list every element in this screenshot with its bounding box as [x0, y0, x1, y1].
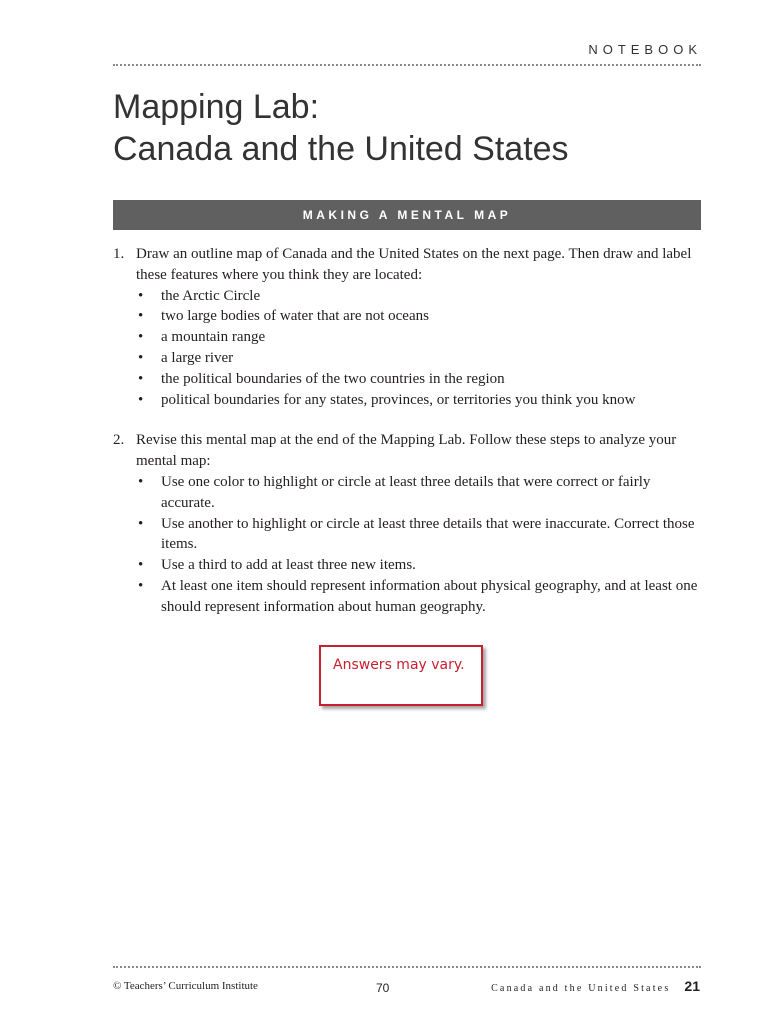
bullet-item: • a large river — [136, 348, 703, 369]
bullet-item: • a mountain range — [136, 327, 703, 348]
instructions-list — [113, 244, 703, 618]
instruction-number: 1. — [113, 246, 125, 262]
bullet-item: • Use a third to add at least three new items. — [136, 555, 703, 576]
instruction-item-2 — [113, 430, 703, 617]
answer-text: Answers may vary. — [333, 657, 465, 673]
center-page-number: 70 — [376, 981, 390, 995]
notebook-label: NOTEBOOK — [588, 42, 702, 57]
bullet-item: • At least one item should represent information about physical geography, and at least one should represent information about human geography. — [136, 576, 703, 618]
bullet-item: • two large bodies of water that are not oceans — [136, 306, 703, 327]
bullet-item: • Use one color to highlight or circle at least three details that were correct or fairly accurate. — [136, 472, 703, 514]
header-rule — [113, 64, 701, 66]
revision-bullet-list — [136, 472, 703, 618]
answer-box — [319, 645, 483, 706]
bullet-item: • the political boundaries of the two countries in the region — [136, 369, 703, 390]
instruction-item-1 — [113, 244, 703, 410]
copyright-text: © Teachers’ Curriculum Institute — [113, 980, 258, 992]
page-title — [113, 86, 569, 170]
footer-rule — [113, 966, 701, 968]
title-line-1: Mapping Lab: — [113, 88, 320, 126]
bullet-item: • political boundaries for any states, provinces, or territories you think you know — [136, 390, 703, 411]
section-heading-bar: MAKING A MENTAL MAP — [113, 200, 701, 230]
bullet-item: • Use another to highlight or circle at least three details that were inaccurate. Correct those items. — [136, 514, 703, 556]
feature-bullet-list — [136, 286, 703, 411]
bullet-item: • the Arctic Circle — [136, 286, 703, 307]
page-number: 21 — [684, 978, 700, 994]
book-title: Canada and the United States — [491, 983, 671, 994]
footer-book-info — [491, 978, 700, 996]
instruction-text: Draw an outline map of Canada and the United States on the next page. Then draw and label these features where you think they are located: — [136, 246, 692, 283]
instruction-text: Revise this mental map at the end of the Mapping Lab. Follow these steps to analyze your mental map: — [136, 432, 677, 470]
instruction-number: 2. — [113, 432, 125, 449]
title-line-2: Canada and the United States — [113, 130, 569, 168]
